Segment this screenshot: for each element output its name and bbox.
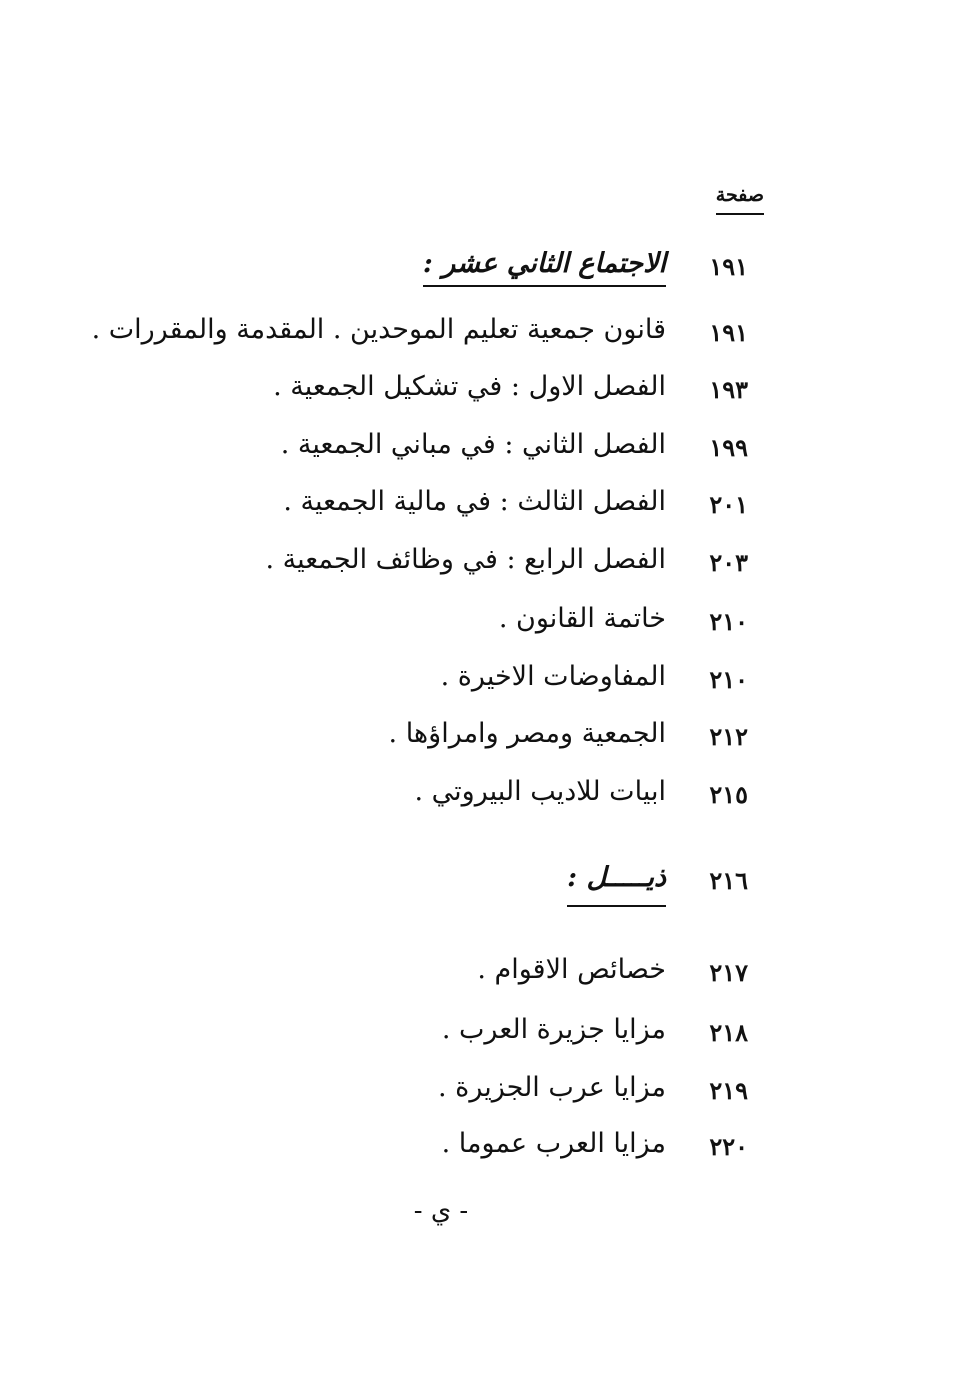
- toc-entry-title: خصائص الاقوام .: [477, 954, 666, 985]
- toc-page-number: ٢٢٠: [709, 1132, 748, 1161]
- toc-entry-title: خاتمة القانون .: [498, 603, 666, 634]
- toc-row: [0, 952, 956, 996]
- toc-row: [0, 1126, 956, 1170]
- toc-page-number: ٢١٦: [709, 866, 748, 895]
- page-column-header: صفحة: [716, 184, 764, 215]
- toc-page-number: ١٩٣: [709, 375, 748, 404]
- toc-row: [0, 601, 956, 645]
- toc-page-number: ٢١٨: [709, 1018, 748, 1047]
- toc-section-heading: ذيـــــل :: [567, 860, 666, 907]
- toc-page-number: ٢١٩: [709, 1076, 748, 1105]
- toc-page-number: ٢٠١: [709, 490, 748, 519]
- toc-entry-title: المفاوضات الاخيرة .: [440, 661, 666, 692]
- toc-row: [0, 484, 956, 528]
- toc-page-number: ٢١٧: [709, 958, 748, 987]
- toc-row: [0, 659, 956, 703]
- toc-entry-title: الفصل الثالث : في مالية الجمعية .: [283, 486, 666, 517]
- toc-row: [0, 542, 956, 586]
- toc-row: [0, 774, 956, 818]
- toc-entry-title: مزايا جزيرة العرب .: [441, 1014, 666, 1045]
- toc-row: [0, 1012, 956, 1056]
- toc-entry-title: الجمعية ومصر وامراؤها .: [388, 718, 666, 749]
- toc-row: [0, 860, 956, 904]
- toc-page-number: ٢١٠: [709, 665, 748, 694]
- toc-entry-title: مزايا عرب الجزيرة .: [438, 1072, 666, 1103]
- toc-row: [0, 312, 956, 356]
- toc-page-number: ١٩١: [709, 318, 748, 347]
- toc-entry-title: الفصل الاول : في تشكيل الجمعية .: [273, 371, 666, 402]
- toc-entry-title: قانون جمعية تعليم الموحدين . المقدمة والمقررات .: [91, 314, 666, 345]
- toc-entry-title: ابيات للاديب البيروتي .: [414, 776, 666, 807]
- toc-page-number: ٢١٢: [709, 722, 748, 751]
- toc-row: [0, 369, 956, 413]
- page-footer-number: - ي -: [413, 1196, 469, 1226]
- toc-row: [0, 716, 956, 760]
- toc-page-number: ٢٠٣: [709, 548, 748, 577]
- toc-page-number: ١٩٩: [709, 433, 748, 462]
- toc-entry-title: مزايا العرب عموما .: [441, 1128, 666, 1159]
- toc-entry-title: الفصل الرابع : في وظائف الجمعية .: [265, 544, 666, 575]
- toc-entry-title: الفصل الثاني : في مباني الجمعية .: [280, 429, 666, 460]
- toc-page-number: ٢١٠: [709, 607, 748, 636]
- toc-section-heading: الاجتماع الثاني عشر :: [423, 246, 666, 287]
- toc-row: [0, 246, 956, 290]
- toc-row: [0, 1070, 956, 1114]
- toc-row: [0, 427, 956, 471]
- toc-page-number: ١٩١: [709, 252, 748, 281]
- toc-page-number: ٢١٥: [709, 780, 748, 809]
